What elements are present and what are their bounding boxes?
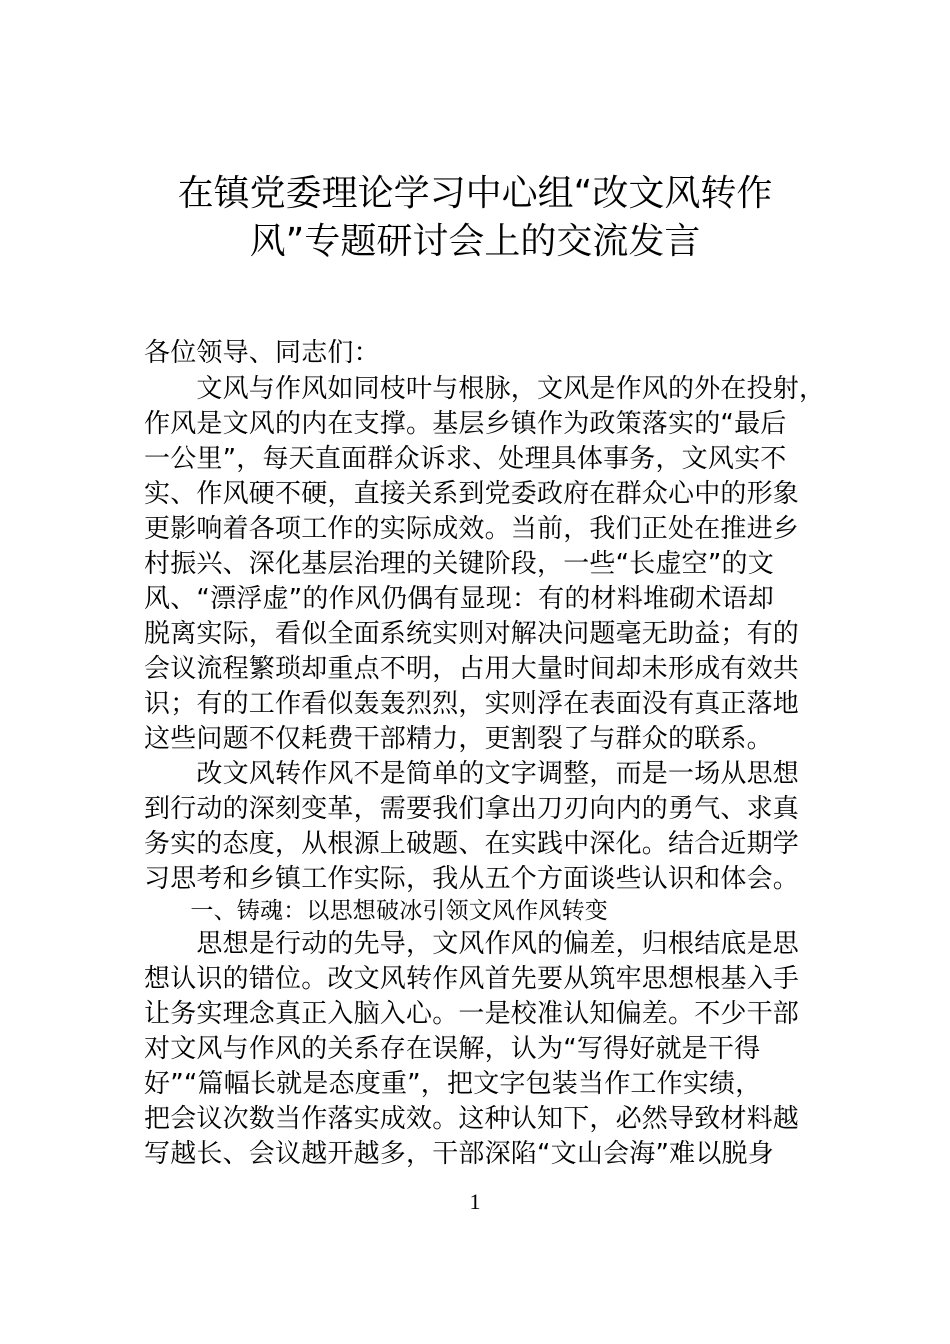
body-line: 文风与作风如同枝叶与根脉，文风是作风的外在投射， [144,374,826,404]
body-line: 好”“篇幅长就是态度重”，把文字包装当作工作实绩， [144,1069,762,1099]
body-line: 到行动的深刻变革，需要我们拿出刀刃向内的勇气、求真 [144,794,800,824]
body-line: 村振兴、深化基层治理的关键阶段，一些“长虚空”的文 [144,549,774,579]
body-line: 更影响着各项工作的实际成效。当前，我们正处在推进乡 [144,514,800,544]
body-line: 改文风转作风不是简单的文字调整，而是一场从思想 [144,759,800,789]
section-heading: 一、铸魂：以思想破冰引领文风作风转变 [144,898,608,924]
body-line: 写越长、会议越开越多，干部深陷“文山会海”难以脱身 [144,1139,774,1169]
salutation: 各位领导、同志们： [144,338,380,368]
body-line: 对文风与作风的关系存在误解，认为“写得好就是干得 [144,1034,761,1064]
body-line: 让务实理念真正入脑入心。一是校准认知偏差。不少干部 [144,999,800,1029]
body-line: 一公里”，每天直面群众诉求、处理具体事务，文风实不 [144,444,787,474]
body-line: 这些问题不仅耗费干部精力，更割裂了与群众的联系。 [144,724,773,754]
body-line: 务实的态度，从根源上破题、在实践中深化。结合近期学 [144,829,800,859]
body-line: 把会议次数当作落实成效。这种认知下，必然导致材料越 [144,1104,800,1134]
body-line: 思想是行动的先导，文风作风的偏差，归根结底是思 [144,929,800,959]
document-title-line-2: 风”专题研讨会上的交流发言 [249,221,701,262]
body-line: 会议流程繁琐却重点不明，占用大量时间却未形成有效共 [144,654,800,684]
body-line: 实、作风硬不硬，直接关系到党委政府在群众心中的形象 [144,479,800,509]
body-line: 习思考和乡镇工作实际，我从五个方面谈些认识和体会。 [144,864,800,894]
page-number: 1 [469,1189,481,1214]
body-line: 作风是文风的内在支撑。基层乡镇作为政策落实的“最后 [144,409,787,439]
body-line: 脱离实际，看似全面系统实则对解决问题毫无助益；有的 [144,619,800,649]
body-line: 识；有的工作看似轰轰烈烈，实则浮在表面没有真正落地 [144,689,800,719]
document-title-line-1: 在镇党委理论学习中心组“改文风转作 [177,173,773,214]
body-line: 风、“漂浮虚”的作风仍偶有显现：有的材料堆砌术语却 [144,584,774,614]
body-line: 想认识的错位。改文风转作风首先要从筑牢思想根基入手 [144,964,800,994]
